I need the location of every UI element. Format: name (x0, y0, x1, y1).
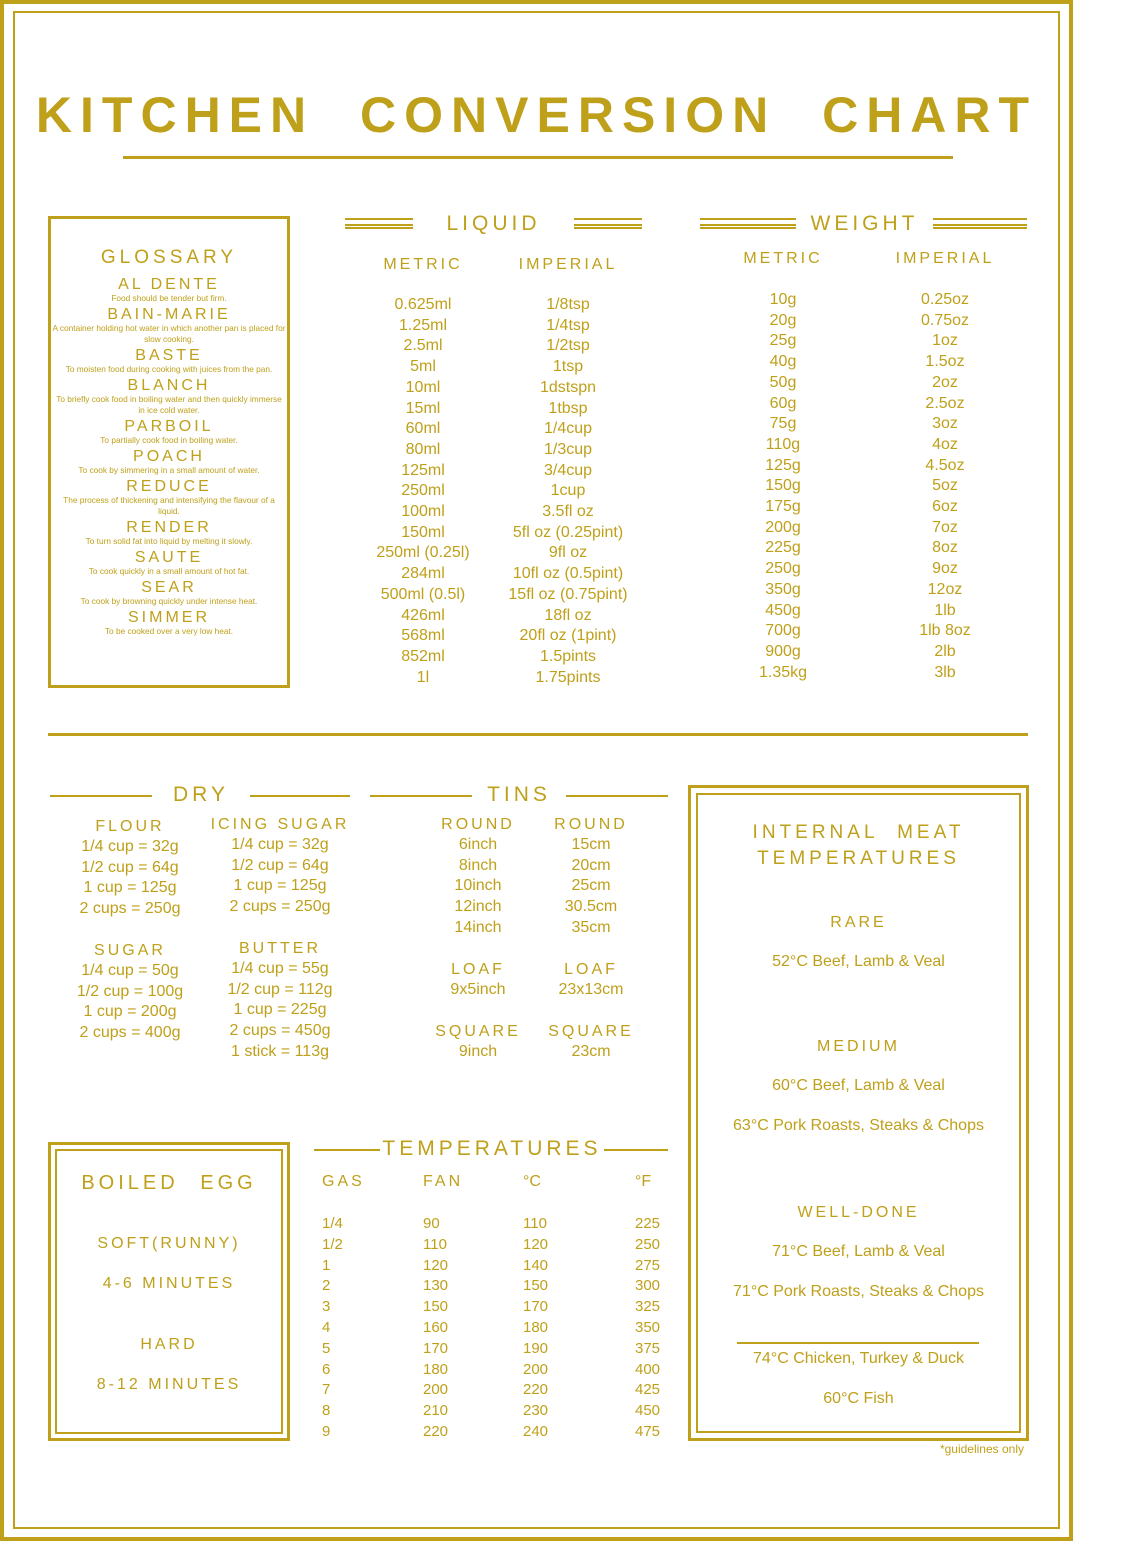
liquid-imperial-value: 3/4cup (543, 461, 593, 479)
temps-rule-left (314, 1149, 380, 1151)
temps-gas-column (322, 1214, 343, 1443)
gas-mark-value: 2 (322, 1277, 331, 1295)
gas-mark-value: 5 (322, 1339, 331, 1357)
icing-sugar-values (200, 835, 360, 918)
weight-imperial-value: 5oz (932, 477, 958, 495)
celsius-value: 200 (523, 1360, 549, 1378)
dry-butter (200, 939, 360, 1063)
round-imperial-value: 14inch (454, 918, 502, 936)
fahrenheit-value: 400 (635, 1360, 661, 1378)
celsius-value: 170 (523, 1298, 549, 1316)
liquid-metric-value: 1l (416, 668, 430, 686)
weight-metric-value: 110g (765, 435, 801, 453)
fan-temp-value: 120 (423, 1256, 449, 1274)
fahrenheit-value: 300 (635, 1277, 661, 1295)
tins-heading: TINS (487, 783, 551, 806)
meat-divider (737, 1342, 979, 1344)
weight-imperial-value: 3lb (934, 663, 956, 681)
well-done-beef: 71°C Beef, Lamb & Veal (772, 1243, 945, 1260)
glossary-list (52, 276, 286, 637)
dry-flour (55, 817, 205, 920)
weight-deco-left (700, 218, 796, 229)
glossary-heading: GLOSSARY (100, 247, 238, 268)
glossary-entry (52, 609, 286, 637)
fahrenheit-value: 375 (635, 1339, 661, 1357)
celsius-value: 190 (523, 1339, 549, 1357)
glossary-entry (52, 347, 286, 375)
glossary-definition: A container holding hot water in which another pan is placed for slow cooking. (52, 323, 286, 344)
liquid-metric-value: 80ml (405, 440, 441, 458)
glossary-definition: To be cooked over a very low heat. (104, 626, 234, 636)
egg-hard-label: HARD (140, 1336, 198, 1353)
guidelines-note: *guidelines only (939, 1442, 1024, 1456)
weight-metric-value: 150g (765, 477, 801, 495)
temps-rule-right (604, 1149, 668, 1151)
liquid-metric-value: 2.5ml (403, 337, 443, 355)
butter-value: 1/4 cup = 55g (231, 960, 329, 977)
loaf-imperial-value: 9x5inch (450, 981, 506, 998)
glossary-entry (52, 377, 286, 416)
meat-temperatures (698, 820, 1019, 872)
sugar-value: 1 cup = 200g (83, 1003, 177, 1021)
butter-value: 1 cup = 225g (233, 1001, 327, 1019)
liquid-imperial-value: 9fl oz (548, 544, 588, 562)
butter-values (200, 959, 360, 1063)
glossary-entry (52, 579, 286, 607)
weight-metric-column (713, 290, 853, 683)
tins-rule-right (566, 795, 668, 797)
egg-heading: BOILED EGG (81, 1172, 257, 1194)
flour-value: 2 cups = 250g (79, 900, 181, 918)
fahrenheit-value: 350 (635, 1318, 661, 1336)
meat-rare (698, 914, 1019, 971)
loaf-metric-value: 23x13cm (558, 981, 624, 998)
square-label: SQUARE (435, 1023, 521, 1040)
liquid-metric-value: 10ml (405, 378, 441, 396)
weight-metric-value: 40g (769, 353, 797, 371)
gas-mark-value: 6 (322, 1360, 331, 1378)
medium-pork: 63°C Pork Roasts, Steaks & Chops (733, 1117, 984, 1134)
weight-metric-value: 10g (769, 291, 797, 308)
temps-fan-header: FAN (423, 1173, 464, 1190)
liquid-metric-value: 1.25ml (398, 316, 448, 334)
icing-sugar-value: 1/2 cup = 64g (231, 856, 329, 874)
page-title: KITCHEN CONVERSION CHART (35, 87, 1038, 143)
glossary-definition: To cook by simmering in a small amount of water. (78, 465, 260, 475)
weight-metric-value: 225g (765, 539, 801, 557)
glossary-definition: To partially cook food in boiling water. (100, 435, 238, 445)
fan-temp-value: 180 (423, 1360, 449, 1378)
liquid-metric-value: 125ml (401, 461, 445, 479)
gas-mark-value: 1/4 (322, 1215, 343, 1232)
fan-temp-value: 150 (423, 1298, 449, 1316)
fahrenheit-value: 475 (635, 1422, 661, 1440)
tins-square-metric (531, 1022, 651, 1063)
liquid-metric-value: 100ml (401, 503, 445, 521)
celsius-value: 180 (523, 1318, 549, 1336)
weight-metric-value: 700g (765, 622, 801, 640)
icing-sugar-value: 1 cup = 125g (233, 877, 327, 895)
celsius-value: 120 (523, 1235, 549, 1253)
glossary-definition: To cook by browning quickly under intense heat. (80, 596, 258, 606)
glossary-entry (52, 549, 286, 577)
liquid-imperial-value: 1tsp (552, 358, 584, 376)
liquid-imperial-value: 20fl oz (1pint) (519, 627, 617, 645)
weight-imperial-value: 1lb 8oz (919, 622, 971, 640)
fan-temp-value: 200 (423, 1381, 449, 1399)
round-label: ROUND (441, 816, 515, 833)
meat-well-done (698, 1204, 1019, 1301)
round-metric-value: 35cm (571, 918, 611, 936)
butter-value: 1/2 cup = 112g (227, 980, 333, 998)
tins-square-imperial (418, 1022, 538, 1063)
round-metric-value: 30.5cm (564, 898, 618, 916)
round-imperial-value: 12inch (454, 898, 502, 916)
sugar-value: 1/4 cup = 50g (81, 962, 179, 979)
meat-medium (698, 1038, 1019, 1135)
liquid-imperial-header: IMPERIAL (518, 256, 618, 273)
dry-rule-left (50, 795, 152, 797)
glossary-term: SAUTE (134, 549, 204, 566)
weight-imperial-value: 0.75oz (920, 311, 970, 329)
square-label: SQUARE (548, 1023, 634, 1040)
fahrenheit-value: 450 (635, 1402, 661, 1420)
celsius-value: 140 (523, 1256, 549, 1274)
weight-metric-value: 175g (765, 498, 801, 516)
liquid-imperial-value: 15fl oz (0.75pint) (508, 585, 628, 603)
round-imperial-value: 8inch (458, 856, 498, 874)
temps-f-column (635, 1214, 660, 1443)
liquid-imperial-value: 1cup (550, 482, 586, 500)
sugar-label: SUGAR (94, 942, 166, 959)
weight-imperial-value: 4.5oz (925, 456, 965, 474)
fahrenheit-value: 250 (635, 1235, 661, 1253)
dry-rule-right (250, 795, 350, 797)
glossary-definition: To briefly cook food in boiling water and then quickly immerse in ice cold water. (56, 394, 282, 415)
round-metric-value: 15cm (571, 836, 611, 853)
fish-temp: 60°C Fish (823, 1390, 894, 1407)
liquid-imperial-value: 1.75pints (535, 668, 601, 686)
round-imperial-value: 6inch (458, 836, 498, 853)
glossary-entry (52, 478, 286, 517)
gas-mark-value: 1/2 (322, 1235, 343, 1253)
weight-imperial-value: 9oz (932, 560, 958, 578)
dry-heading: DRY (173, 783, 229, 806)
temps-fan-column (423, 1214, 448, 1443)
icing-sugar-value: 1/4 cup = 32g (231, 836, 329, 853)
liquid-imperial-value: 1/8tsp (546, 296, 590, 313)
egg-soft-label: SOFT(RUNNY) (97, 1235, 241, 1252)
weight-imperial-value: 12oz (927, 580, 963, 598)
weight-imperial-value: 1lb (934, 601, 956, 619)
liquid-metric-value: 852ml (401, 647, 445, 665)
liquid-deco-right (574, 218, 642, 229)
liquid-imperial-value: 3.5fl oz (542, 503, 594, 521)
liquid-metric-value: 284ml (401, 565, 445, 583)
egg-hard-time: 8-12 MINUTES (96, 1376, 242, 1393)
glossary-term: RENDER (126, 519, 212, 536)
liquid-metric-value: 426ml (401, 606, 445, 624)
weight-metric-value: 350g (765, 580, 801, 598)
glossary-term: REDUCE (126, 478, 212, 495)
fan-temp-value: 90 (423, 1215, 440, 1232)
glossary-term: POACH (133, 448, 205, 465)
round-metric-values (531, 835, 651, 939)
well-done-label: WELL-DONE (797, 1204, 920, 1221)
rare-label: RARE (830, 914, 887, 931)
weight-metric-header: METRIC (743, 250, 823, 267)
fahrenheit-value: 325 (635, 1298, 661, 1316)
glossary-definition: To turn solid fat into liquid by melting it slowly. (85, 536, 253, 546)
fan-temp-value: 210 (423, 1402, 449, 1420)
gas-mark-value: 9 (322, 1422, 331, 1440)
liquid-metric-value: 568ml (401, 627, 445, 645)
round-imperial-values (418, 835, 538, 939)
liquid-imperial-value: 1/2tsp (546, 337, 590, 355)
round-metric-value: 20cm (571, 856, 611, 874)
liquid-metric-column (352, 295, 494, 688)
glossary-definition: Food should be tender but firm. (111, 293, 227, 303)
fan-temp-value: 220 (423, 1422, 449, 1440)
fan-temp-value: 170 (423, 1339, 449, 1357)
middle-divider (48, 733, 1028, 736)
gas-mark-value: 7 (322, 1381, 331, 1399)
glossary-term: SEAR (141, 579, 197, 596)
sugar-value: 1/2 cup = 100g (76, 982, 184, 1000)
weight-metric-value: 250g (765, 560, 801, 578)
egg-soft-time: 4-6 MINUTES (102, 1275, 236, 1292)
celsius-value: 220 (523, 1381, 549, 1399)
weight-metric-value: 75g (769, 415, 797, 433)
fan-temp-value: 110 (423, 1235, 447, 1253)
butter-value: 1 stick = 113g (231, 1042, 329, 1060)
weight-imperial-value: 1oz (932, 332, 958, 350)
celsius-value: 150 (523, 1277, 549, 1295)
gas-mark-value: 3 (322, 1298, 331, 1316)
poultry-temp: 74°C Chicken, Turkey & Duck (753, 1350, 964, 1367)
weight-metric-value: 50g (769, 373, 797, 391)
liquid-metric-value: 150ml (401, 523, 445, 541)
boiled-egg (57, 1172, 281, 1394)
liquid-deco-left (345, 218, 413, 229)
temps-f-header: °F (635, 1173, 652, 1190)
weight-imperial-value: 4oz (932, 435, 958, 453)
glossary-entry (52, 276, 286, 304)
glossary-entry (52, 306, 286, 345)
gas-mark-value: 4 (322, 1318, 331, 1336)
round-imperial-value: 10inch (454, 877, 502, 895)
weight-imperial-header: IMPERIAL (895, 250, 995, 267)
tins-loaf-imperial (418, 960, 538, 1001)
glossary-term: PARBOIL (124, 418, 214, 435)
glossary-term: AL DENTE (118, 276, 220, 293)
weight-deco-right (933, 218, 1027, 229)
celsius-value: 110 (523, 1215, 547, 1232)
square-metric-value: 23cm (571, 1043, 611, 1060)
square-imperial-value: 9inch (458, 1043, 498, 1060)
sugar-value: 2 cups = 400g (79, 1024, 181, 1042)
liquid-metric-header: METRIC (383, 256, 463, 273)
celsius-value: 230 (523, 1402, 549, 1420)
temperatures-heading: TEMPERATURES (382, 1137, 602, 1160)
liquid-imperial-value: 10fl oz (0.5pint) (512, 565, 624, 583)
medium-label: MEDIUM (817, 1038, 900, 1055)
glossary-entry (52, 448, 286, 476)
weight-imperial-value: 0.25oz (920, 291, 970, 308)
liquid-metric-value: 5ml (410, 358, 436, 376)
weight-heading: WEIGHT (810, 212, 919, 235)
weight-imperial-value: 8oz (932, 539, 958, 557)
weight-imperial-value: 2lb (934, 642, 956, 660)
flour-value: 1 cup = 125g (83, 879, 177, 897)
dry-icing-sugar (200, 815, 360, 918)
butter-label: BUTTER (239, 940, 321, 957)
liquid-imperial-value: 1/4cup (543, 420, 593, 438)
flour-values (55, 837, 205, 920)
gas-mark-value: 1 (322, 1256, 331, 1274)
icing-sugar-value: 2 cups = 250g (229, 898, 331, 916)
temps-gas-header: GAS (322, 1173, 365, 1190)
fahrenheit-value: 275 (635, 1256, 661, 1274)
liquid-imperial-value: 1dstspn (539, 378, 597, 396)
weight-metric-value: 125g (765, 456, 801, 474)
loaf-label: LOAF (564, 961, 618, 978)
glossary-term: BLANCH (127, 377, 211, 394)
weight-imperial-column (870, 290, 1020, 683)
weight-metric-value: 900g (765, 642, 801, 660)
liquid-imperial-column (482, 295, 654, 688)
medium-beef: 60°C Beef, Lamb & Veal (772, 1077, 945, 1094)
liquid-metric-value: 0.625ml (394, 296, 452, 313)
tins-round-imperial (418, 815, 538, 939)
temps-c-column (523, 1214, 548, 1443)
glossary-term: SIMMER (128, 609, 210, 626)
fahrenheit-value: 225 (635, 1215, 661, 1232)
weight-imperial-value: 7oz (932, 518, 958, 536)
fahrenheit-value: 425 (635, 1381, 661, 1399)
liquid-metric-value: 60ml (405, 420, 441, 438)
liquid-imperial-value: 1/3cup (543, 440, 593, 458)
meat-heading-line2: TEMPERATURES (757, 848, 960, 869)
fan-temp-value: 130 (423, 1277, 449, 1295)
flour-label: FLOUR (95, 818, 165, 835)
celsius-value: 240 (523, 1422, 549, 1440)
gas-mark-value: 8 (322, 1402, 331, 1420)
weight-metric-value: 1.35kg (758, 663, 808, 681)
liquid-imperial-value: 1.5pints (539, 647, 597, 665)
liquid-metric-value: 250ml (0.25l) (376, 544, 470, 562)
glossary-entry (52, 519, 286, 547)
glossary-term: BASTE (135, 347, 203, 364)
meat-heading-line1: INTERNAL MEAT (752, 822, 965, 843)
round-label: ROUND (554, 816, 628, 833)
weight-imperial-value: 2oz (932, 373, 958, 391)
sugar-values (55, 961, 205, 1044)
fan-temp-value: 160 (423, 1318, 449, 1336)
weight-metric-value: 200g (765, 518, 801, 536)
dry-sugar (55, 941, 205, 1044)
glossary-entry (52, 418, 286, 446)
flour-value: 1/2 cup = 64g (81, 858, 179, 876)
liquid-heading: LIQUID (446, 212, 541, 235)
glossary-definition: To cook quickly in a small amount of hot fat. (88, 566, 250, 576)
weight-imperial-value: 2.5oz (925, 394, 965, 412)
liquid-imperial-value: 1/4tsp (546, 316, 590, 334)
weight-imperial-value: 3oz (932, 415, 958, 433)
rare-beef: 52°C Beef, Lamb & Veal (772, 953, 945, 970)
well-done-pork: 71°C Pork Roasts, Steaks & Chops (733, 1283, 984, 1300)
glossary-definition: The process of thickening and intensifying the flavour of a liquid. (63, 495, 275, 516)
temps-c-header: °C (523, 1173, 541, 1190)
round-metric-value: 25cm (571, 877, 611, 895)
liquid-metric-value: 500ml (0.5l) (380, 585, 466, 603)
tins-rule-left (370, 795, 472, 797)
weight-metric-value: 450g (765, 601, 801, 619)
glossary-definition: To moisten food during cooking with juices from the pan. (65, 364, 273, 374)
weight-metric-value: 25g (769, 332, 797, 350)
liquid-metric-value: 15ml (405, 399, 441, 417)
title-underline (123, 156, 953, 159)
glossary (52, 246, 286, 637)
loaf-label: LOAF (451, 961, 505, 978)
meat-poultry-fish (698, 1350, 1019, 1408)
butter-value: 2 cups = 450g (229, 1022, 331, 1040)
weight-metric-value: 60g (769, 394, 797, 412)
liquid-imperial-value: 1tbsp (548, 399, 588, 417)
tins-round-metric (531, 815, 651, 939)
liquid-metric-value: 250ml (401, 482, 445, 500)
icing-sugar-label: ICING SUGAR (210, 816, 350, 833)
glossary-term: BAIN-MARIE (107, 306, 231, 323)
weight-imperial-value: 1.5oz (925, 353, 965, 371)
flour-value: 1/4 cup = 32g (81, 838, 179, 855)
liquid-imperial-value: 5fl oz (0.25pint) (512, 523, 624, 541)
weight-imperial-value: 6oz (932, 498, 958, 516)
weight-metric-value: 20g (769, 311, 797, 329)
liquid-imperial-value: 18fl oz (544, 606, 592, 624)
tins-loaf-metric (531, 960, 651, 1001)
